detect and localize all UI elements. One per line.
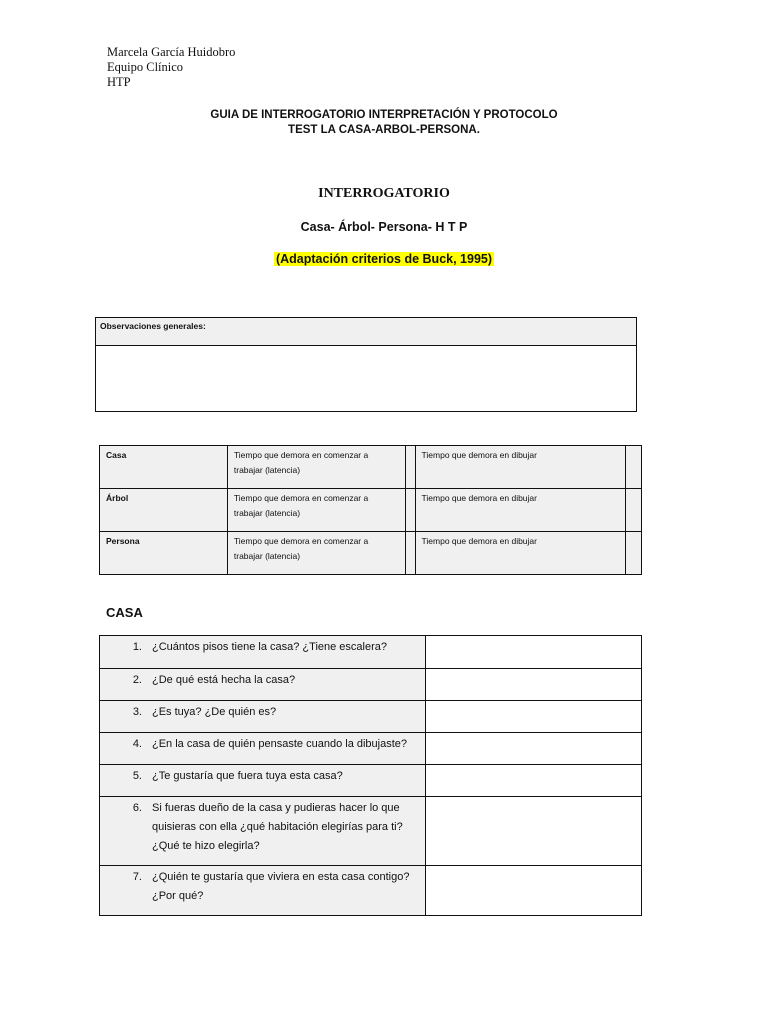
answer-cell[interactable] [426, 669, 642, 701]
question-cell [100, 636, 426, 669]
question-cell [100, 701, 426, 733]
answer-cell[interactable] [426, 636, 642, 669]
timing-row-arbol [100, 489, 642, 532]
duration-value-cell[interactable] [626, 532, 642, 575]
question-text: ¿Te gustaría que fuera tuya esta casa? [152, 770, 343, 782]
casa-questions-table [99, 635, 642, 916]
question-cell [100, 765, 426, 797]
answer-cell[interactable] [426, 765, 642, 797]
duration-label: Tiempo que demora en dibujar [415, 446, 626, 489]
question-number: 5. [132, 770, 142, 782]
question-number: 6. [132, 802, 142, 814]
question-cell [100, 733, 426, 765]
adaptation-highlight: (Adaptación criterios de Buck, 1995) [275, 252, 493, 266]
question-text: ¿De qué está hecha la casa? [152, 674, 296, 686]
question-text: ¿En la casa de quién pensaste cuando la dibujaste? [152, 738, 408, 750]
question-number: 1. [132, 641, 142, 653]
duration-label: Tiempo que demora en dibujar [415, 489, 626, 532]
section-title-casa: CASA [106, 605, 143, 620]
author-block [107, 45, 235, 90]
latency-value-cell[interactable] [406, 532, 415, 575]
question-row [100, 636, 642, 669]
timing-figure: Árbol [100, 489, 228, 532]
question-row [100, 701, 642, 733]
question-text: ¿Es tuya? ¿De quién es? [152, 706, 277, 718]
timing-figure: Casa [100, 446, 228, 489]
question-number: 7. [132, 871, 142, 883]
guide-title-line2: TEST LA CASA-ARBOL-PERSONA. [288, 124, 480, 136]
duration-label: Tiempo que demora en dibujar [415, 532, 626, 575]
duration-value-cell[interactable] [626, 446, 642, 489]
question-text: ¿Cuántos pisos tiene la casa? ¿Tiene escalera? [152, 641, 387, 653]
observations-label: Observaciones generales: [96, 318, 636, 346]
answer-cell[interactable] [426, 733, 642, 765]
observations-field[interactable] [96, 346, 636, 411]
observations-box [95, 317, 637, 412]
question-row [100, 866, 642, 916]
question-number: 4. [132, 738, 142, 750]
test-code: HTP [107, 75, 131, 89]
question-text: ¿Quién te gustaría que viviera en esta casa contigo? ¿Por qué? [152, 871, 410, 902]
latency-label: Tiempo que demora en comenzar a trabajar (latencia) [227, 489, 405, 532]
answer-cell[interactable] [426, 701, 642, 733]
question-row [100, 765, 642, 797]
latency-value-cell[interactable] [406, 489, 415, 532]
question-cell [100, 797, 426, 866]
question-row [100, 669, 642, 701]
author-name: Marcela García Huidobro [107, 45, 236, 59]
question-cell [100, 669, 426, 701]
duration-value-cell[interactable] [626, 489, 642, 532]
question-number: 2. [132, 674, 142, 686]
latency-label: Tiempo que demora en comenzar a trabajar (latencia) [227, 446, 405, 489]
page-subheading: Casa- Árbol- Persona- H T P [300, 220, 468, 234]
page-heading: INTERROGATORIO [318, 186, 450, 201]
question-row [100, 797, 642, 866]
question-number: 3. [132, 706, 142, 718]
timing-table [99, 445, 642, 575]
answer-cell[interactable] [426, 866, 642, 916]
latency-value-cell[interactable] [406, 446, 415, 489]
team-name: Equipo Clínico [107, 60, 184, 74]
guide-title [0, 108, 768, 138]
adaptation-note [0, 252, 768, 266]
answer-cell[interactable] [426, 797, 642, 866]
question-text: Si fueras dueño de la casa y pudieras hacer lo que quisieras con ella ¿qué habitación elegirías para ti? ¿Qué te hizo elegirla? [152, 802, 403, 852]
guide-title-line1: GUIA DE INTERROGATORIO INTERPRETACIÓN Y PROTOCOLO [210, 109, 558, 121]
question-cell [100, 866, 426, 916]
timing-row-persona [100, 532, 642, 575]
timing-row-casa [100, 446, 642, 489]
timing-figure: Persona [100, 532, 228, 575]
question-row [100, 733, 642, 765]
latency-label: Tiempo que demora en comenzar a trabajar (latencia) [227, 532, 405, 575]
